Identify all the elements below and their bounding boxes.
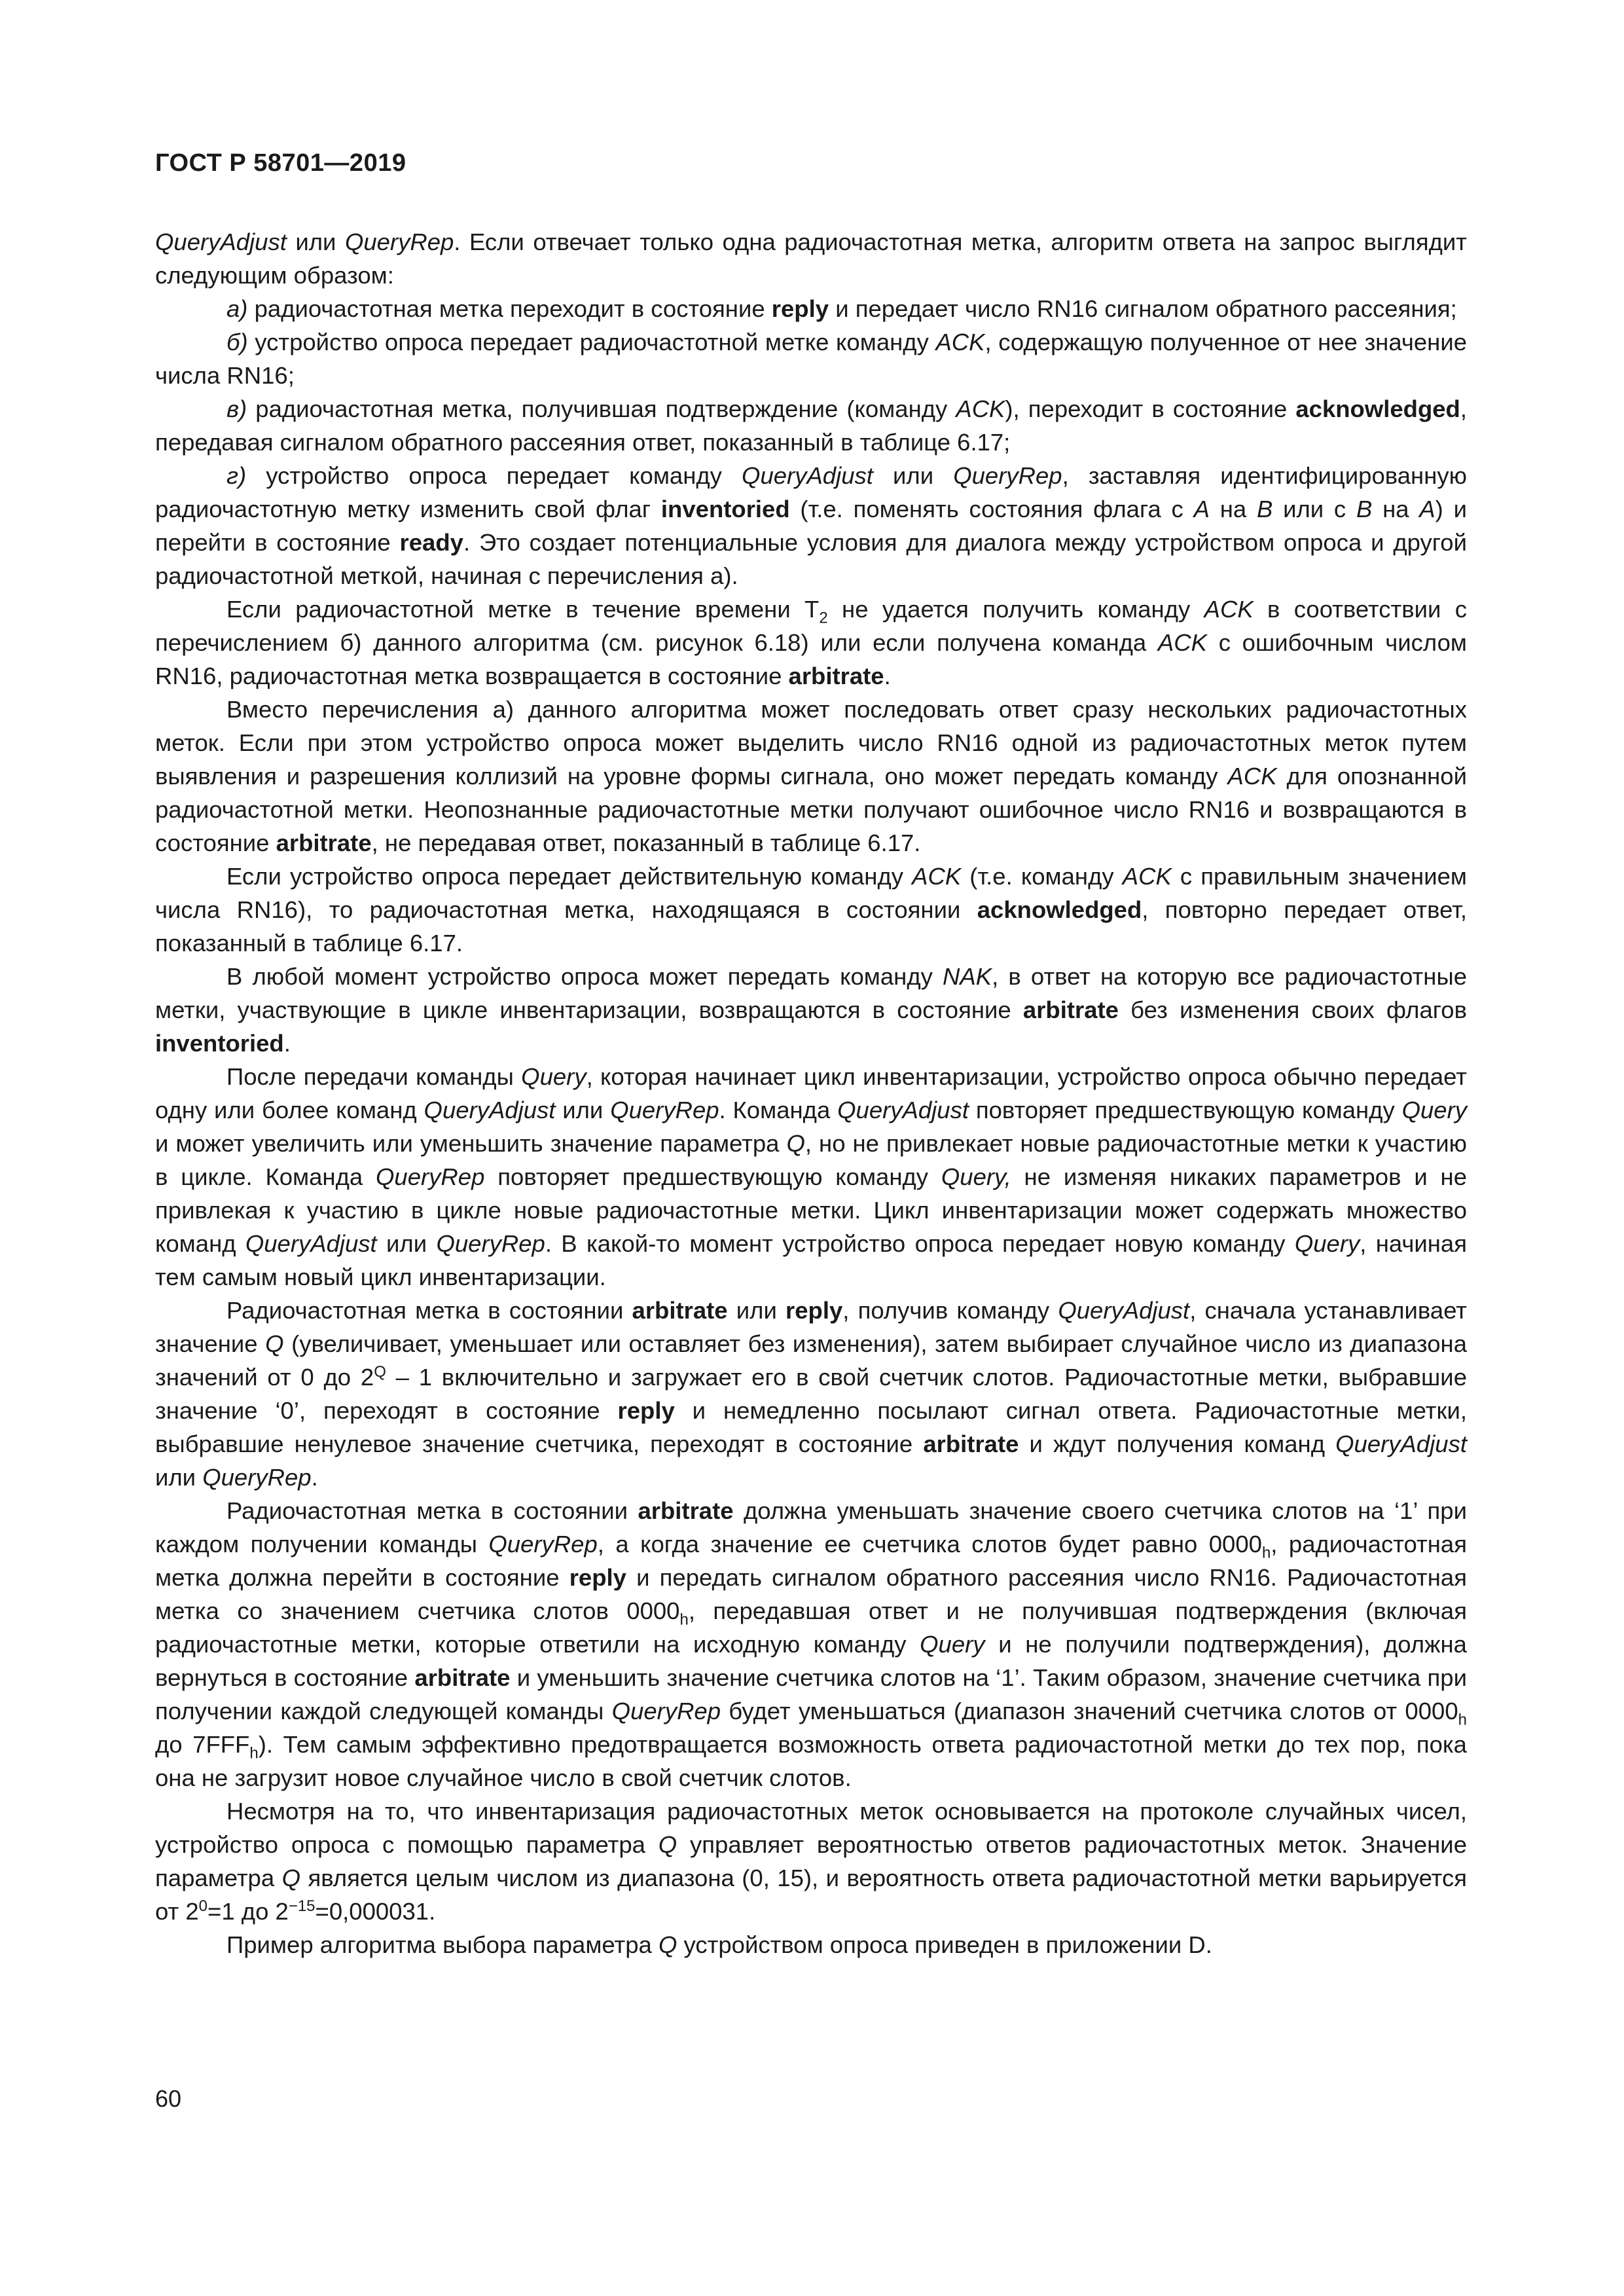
paragraph: Вместо перечисления а) данного алгоритма может последовать ответ сразу нескольких радиочастотных меток. Если при этом устройство опроса может выделить число RN16 одной из радиочастотных меток путем выявления и разрешения коллизий на уровне формы сигнала, оно может передать команду ACK для опознанной радиочастотной метки. Неопознанные радиочастотные метки получают ошибочное число RN16 и возвращаются в состояние arbitrate, не передавая ответ, показанный в таблице 6.17. — [155, 696, 1467, 856]
paragraph: Радиочастотная метка в состоянии arbitrate или reply, получив команду QueryAdjust, сначала устанавливает значение Q (увеличивает, уменьшает или оставляет без изменения), затем выбирает случайное число из диапазона значений от 0 до $2^Q - 1$ включительно и загружает его в свой счетчик слотов. Радиочастотные метки, выбравшие значение ‘0’, переходят в состояние reply и немедленно посылают сигнал ответа. Радиочастотные метки, выбравшие ненулевое значение счетчика, переходят в состояние arbitrate и ждут получения команд QueryAdjust или QueryRep. — [155, 1297, 1468, 1491]
paragraph: Пример алгоритма выбора параметра Q устройством опроса приведен в приложении D. — [226, 1931, 1212, 1958]
paragraph: Радиочастотная метка в состоянии arbitrate должна уменьшать значение своего счетчика слотов на ‘1’ при каждом получении команды QueryRep, а когда значение ее счетчика слотов будет равно $0000_h$, радиочастотная метка должна перейти в состояние reply и передать сигналом обратного рассеяния число RN16. Радиочастотная метка со значением счетчика слотов $0000_h$, передавшая ответ и не получившая подтверждения (включая радиочастотные метки, которые ответили на исходную команду Query и не получили подтверждения), должна вернуться в состояние arbitrate и уменьшить значение счетчика слотов на ‘1’. Таким образом, значение счетчика при получении каждой следующей команды QueryRep будет уменьшаться (диапазон значений счетчика слотов от $0000_h$ до $7FFF_h$). Тем самым эффективно предотвращается возможность ответа радиочастотной метки до тех пор, пока она не загрузит новое случайное число в свой счетчик слотов. — [155, 1497, 1467, 1791]
paragraph: QueryAdjust или QueryRep. Если отвечает только одна радиочастотная метка, алгоритм ответа на запрос выглядит следующим образом: — [155, 228, 1467, 289]
paragraph: Если радиочастотной метке в течение времени $Т_2$ не удается получить команду ACK в соответствии с перечислением б) данного алгоритма (см. рисунок 6.18) или если получена команда ACK с ошибочным числом RN16, радиочастотная метка возвращается в состояние arbitrate. — [155, 596, 1467, 689]
paragraph: Несмотря на то, что инвентаризация радиочастотных меток основывается на протоколе случайных чисел, устройство опроса с помощью параметра Q управляет вероятностью ответов радиочастотных меток. Значение параметра Q является целым числом из диапазона (0, 15), и вероятность ответа радиочастотной метки варьируется от $2^0=1$ до $2^{-15}=0,000031$. — [155, 1798, 1467, 1925]
list-item-g: г) устройство опроса передает команду QueryAdjust или QueryRep, заставляя идентифицированную радиочастотную метку изменить свой флаг inventoried (т.е. поменять состояния флага с A на B или с B на A) и перейти в состояние ready. Это создает потенциальные условия для диалога между устройством опроса и другой радиочастотной меткой, начиная с перечисления а). — [155, 462, 1467, 589]
paragraph: Если устройство опроса передает действительную команду ACK (т.е. команду ACK с правильным значением числа RN16), то радиочастотная метка, находящаяся в состоянии acknowledged, повторно передает ответ, показанный в таблице 6.17. — [155, 863, 1467, 957]
page-number: 60 — [155, 2085, 182, 2112]
list-item-b: б) устройство опроса передает радиочастотной метке команду ACK, содержащую полученное от нее значение числа RN16; — [155, 329, 1468, 389]
document-body — [155, 225, 1467, 1961]
document-header: ГОСТ Р 58701—2019 — [155, 149, 406, 177]
paragraph: В любой момент устройство опроса может передать команду NAK, в ответ на которую все радиочастотные метки, участвующие в цикле инвентаризации, возвращаются в состояние arbitrate без изменения своих флагов inventoried. — [155, 963, 1467, 1057]
paragraph: После передачи команды Query, которая начинает цикл инвентаризации, устройство опроса обычно передает одну или более команд QueryAdjust или QueryRep. Команда QueryAdjust повторяет предшествующую команду Query и может увеличить или уменьшить значение параметра Q, но не привлекает новые радиочастотные метки к участию в цикле. Команда QueryRep повторяет предшествующую команду Query, не изменяя никаких параметров и не привлекая к участию в цикле новые радиочастотные метки. Цикл инвентаризации может содержать множество команд QueryAdjust или QueryRep. В какой-то момент устройство опроса передает новую команду Query, начиная тем самым новый цикл инвентаризации. — [155, 1063, 1468, 1290]
list-item-a: а) радиочастотная метка переходит в состояние reply и передает число RN16 сигналом обратного рассеяния; — [226, 295, 1457, 322]
list-item-v: в) радиочастотная метка, получившая подтверждение (команду ACK), переходит в состояние acknowledged, передавая сигналом обратного рассеяния ответ, показанный в таблице 6.17; — [155, 395, 1468, 456]
